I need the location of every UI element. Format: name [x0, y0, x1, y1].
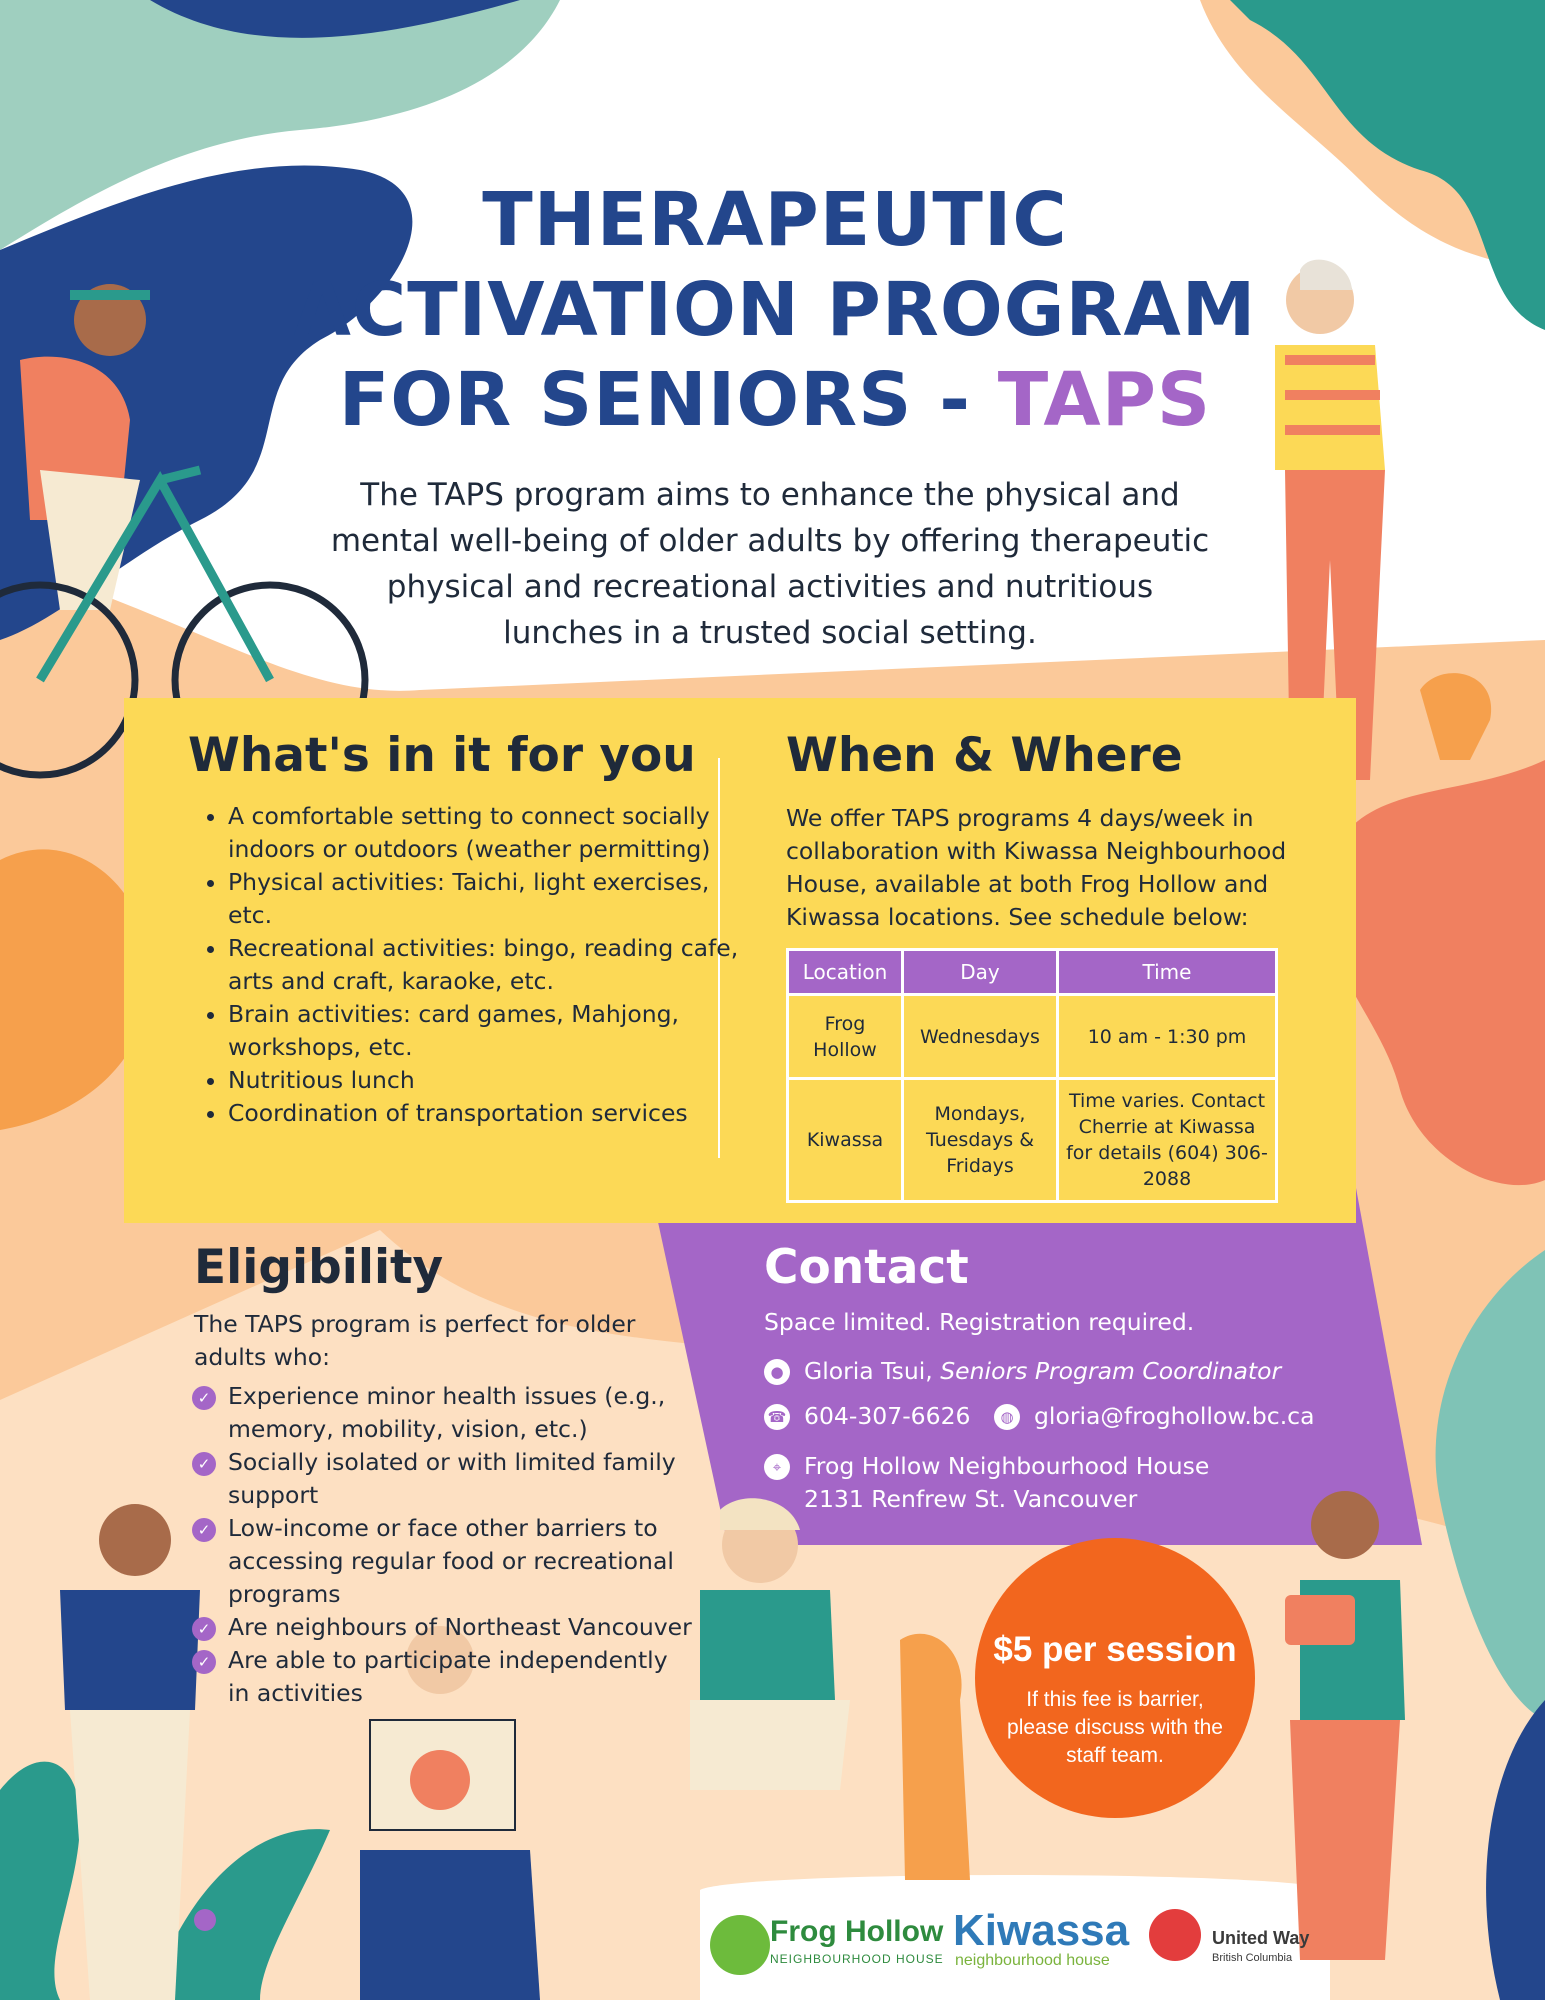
list-item: • Recreational activities: bingo, reading cafe, arts and craft, karaoke, etc. [228, 932, 748, 998]
title-line-3 [260, 355, 1290, 445]
list-item-text: Low-income or face other barriers to accessing regular food or recreational programs [228, 1514, 674, 1608]
table-header-row [788, 950, 1277, 995]
list-item: • A comfortable setting to connect socially indoors or outdoors (weather permitting) [228, 800, 748, 866]
intro-paragraph: The TAPS program aims to enhance the physical and mental well-being of older adults by offering therapeutic physical and recreational activities and nutritious lunches in a trusted social setting. [330, 477, 1210, 651]
table-cell: Time varies. Contact Cherrie at Kiwassa for details (604) 306-2088 [1058, 1079, 1277, 1202]
list-item [192, 1644, 692, 1710]
globe-icon: ◍ [994, 1404, 1020, 1430]
eligibility-intro: The TAPS program is perfect for older adults who: [194, 1310, 636, 1371]
title-line-1: THERAPEUTIC [482, 177, 1068, 263]
schedule-table [786, 948, 1278, 1203]
header-time: Time [1058, 950, 1277, 995]
phone-icon: ☎ [764, 1404, 790, 1430]
list-item: • Brain activities: card games, Mahjong, workshops, etc. [228, 998, 748, 1064]
table-cell: Frog Hollow [788, 995, 903, 1079]
contact-address [764, 1450, 1209, 1516]
united-way-logo-sub: British Columbia [1212, 1952, 1293, 1964]
when-where-heading: When & Where [786, 728, 1183, 783]
title-highlight: TAPS [997, 357, 1212, 443]
check-icon: ✓ [192, 1518, 216, 1542]
header-location: Location [788, 950, 903, 995]
address-line-1: Frog Hollow Neighbourhood House [804, 1452, 1210, 1480]
check-icon: ✓ [192, 1386, 216, 1410]
list-item [192, 1611, 692, 1644]
table-cell: Kiwassa [788, 1079, 903, 1202]
title-prefix: FOR SENIORS - [338, 357, 998, 443]
contact-email [994, 1400, 1315, 1433]
kiwassa-logo: Kiwassa [953, 1906, 1130, 1955]
list-item [192, 1512, 692, 1611]
contact-heading: Contact [764, 1240, 969, 1295]
contact-address-lines [804, 1450, 1209, 1516]
list-item: • Physical activities: Taichi, light exercises, etc. [228, 866, 748, 932]
list-item-text: Are able to participate independently in activities [228, 1646, 668, 1707]
list-item: • Nutritious lunch [228, 1064, 748, 1097]
fee-title: $5 per session [993, 1630, 1237, 1669]
address-line-2: 2131 Renfrew St. Vancouver [804, 1485, 1138, 1513]
table-cell: Wednesdays [903, 995, 1058, 1079]
contact-note: Space limited. Registration required. [764, 1308, 1195, 1336]
person-icon: ● [764, 1359, 790, 1385]
list-item-text: Are neighbours of Northeast Vancouver [228, 1613, 692, 1641]
list-item [192, 1446, 692, 1512]
fee-badge [975, 1538, 1255, 1818]
poster-title [260, 175, 1290, 445]
frog-hollow-logo: Frog Hollow [770, 1915, 944, 1948]
table-cell: Mondays, Tuesdays & Fridays [903, 1079, 1058, 1202]
location-pin-icon: ⌖ [764, 1454, 790, 1480]
table-row [788, 1079, 1277, 1202]
benefits-heading: What's in it for you [188, 728, 696, 783]
eligibility-heading: Eligibility [194, 1240, 444, 1295]
contact-person [764, 1355, 1281, 1388]
list-item [192, 1380, 692, 1446]
list-item: • Coordination of transportation services [228, 1097, 748, 1130]
check-icon: ✓ [192, 1452, 216, 1476]
contact-phone [764, 1400, 970, 1433]
when-where-text: We offer TAPS programs 4 days/week in collaboration with Kiwassa Neighbourhood House, available at both Frog Hollow and Kiwassa locations. See schedule below: [786, 804, 1287, 931]
table-cell: 10 am - 1:30 pm [1058, 995, 1277, 1079]
contact-person-role: Seniors Program Coordinator [940, 1357, 1282, 1385]
eligibility-list [192, 1380, 692, 1710]
contact-phone-number[interactable]: 604-307-6626 [804, 1402, 971, 1430]
check-icon: ✓ [192, 1650, 216, 1674]
fee-note: If this fee is barrier, please discuss with the staff team. [1007, 1688, 1223, 1767]
table-row [788, 995, 1277, 1079]
benefits-list [190, 800, 748, 1130]
frog-hollow-logo-sub: NEIGHBOURHOOD HOUSE [770, 1952, 944, 1966]
united-way-logo: United Way [1212, 1928, 1310, 1948]
header-day: Day [903, 950, 1058, 995]
check-icon: ✓ [192, 1617, 216, 1641]
contact-email-address[interactable]: gloria@froghollow.bc.ca [1034, 1402, 1315, 1430]
kiwassa-logo-sub: neighbourhood house [955, 1952, 1110, 1969]
frog-hollow-logo-mark [710, 1915, 770, 1975]
list-item-text: Socially isolated or with limited family support [228, 1448, 676, 1509]
list-item-text: Experience minor health issues (e.g., memory, mobility, vision, etc.) [228, 1382, 666, 1443]
title-line-2: ACTIVATION PROGRAM [293, 267, 1257, 353]
united-way-logo-mark [1149, 1909, 1201, 1961]
contact-person-name: Gloria Tsui, [804, 1357, 933, 1385]
